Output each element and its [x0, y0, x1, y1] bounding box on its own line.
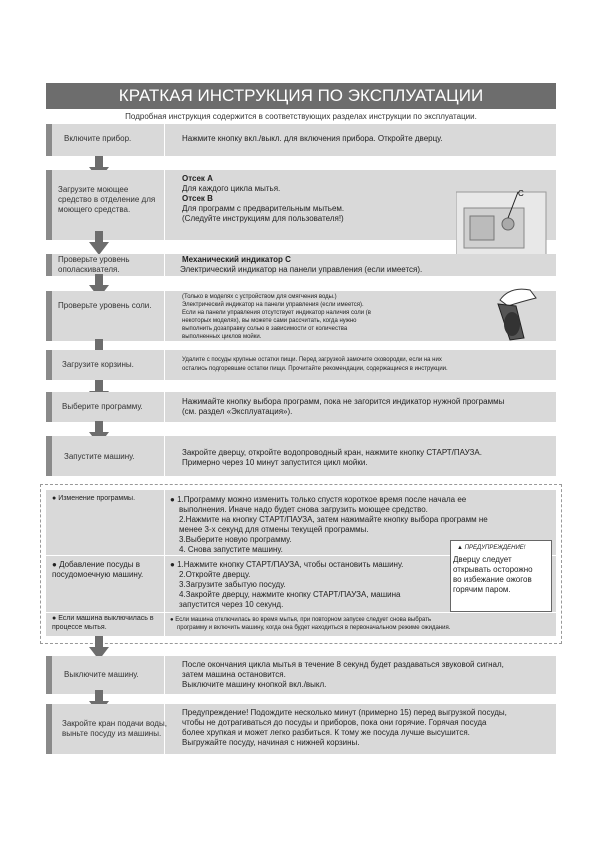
change-program-label: ● Изменение программы. [52, 495, 136, 502]
warning-title [451, 541, 551, 551]
indicator-c-label: C [518, 189, 524, 198]
salt-text-3: Если на панели управления отсутствует индикатор наличия соли (в [182, 310, 371, 316]
warning-icon: ▲ [457, 545, 463, 551]
line: 3.Загрузите забытую посуду. [179, 580, 286, 589]
line: 1.Нажмите кнопку СТАРТ/ПАУЗА, чтобы остановить машину. [177, 560, 404, 569]
load-text-2: остались подгоревшие остатки пищи. Прочитайте рекомендации, содержащиеся в инструкции. [182, 366, 448, 372]
line: Дверцу следует [453, 555, 512, 564]
line: Выключите машину кнопкой вкл./выкл. [182, 680, 327, 689]
compartment-a-text: Для каждого цикла мытья. [182, 184, 281, 193]
step-label: Проверьте уровень соли. [58, 301, 152, 310]
label-text: Добавление посуды в посудомоечную машину. [52, 560, 144, 579]
salt-text-4: некоторых моделях), вы можете сами рассчитать, когда нужно [182, 318, 357, 324]
step-start [46, 436, 556, 476]
line: Выгружайте посуду, начиная с нижней корзины. [182, 738, 360, 747]
line: 4. Снова запустите машину. [179, 545, 283, 554]
step-label: Выключите машину. [64, 670, 139, 679]
line: 2.Нажмите на кнопку СТАРТ/ПАУЗА, затем нажимайте кнопку выбора программ не [179, 515, 488, 524]
step-power-on [46, 124, 556, 156]
compartment-a-title: Отсек А [182, 174, 213, 183]
load-text-1: Удалите с посуды крупные остатки пищи. Перед загрузкой замочите сковородки, если на них [182, 357, 442, 363]
step-label: Загрузите корзины. [62, 360, 134, 369]
line: программу и включить машину, когда она будет находиться в первоначальном режиме ожидания. [177, 625, 451, 631]
warning-title-text: ПРЕДУПРЕЖДЕНИЕ! [464, 545, 526, 551]
power-off-label: ● Если машина выключилась в процессе мытья. [52, 615, 154, 631]
step-rinse-aid [46, 254, 556, 276]
label-text: Если машина выключилась в процессе мытья. [52, 615, 154, 631]
step-unload [46, 704, 556, 754]
warning-text [451, 551, 551, 595]
follow-instructions-text: (Следуйте инструкциям для пользователя!) [182, 214, 344, 223]
line: Предупреждение! Подождите несколько минут (примерно 15) перед выгрузкой посуды, [182, 708, 507, 717]
salt-text-5: выполнить дозаправку солью в зависимости от количества [182, 326, 348, 332]
arrow-down-icon [89, 231, 109, 255]
line: 3.Выберите новую программу. [179, 535, 292, 544]
label-text: Изменение программы. [58, 495, 136, 502]
step-load-baskets [46, 350, 556, 380]
step-label: Загрузите моющее средство в отделение для моющего средства. [58, 185, 156, 214]
page-subtitle: Подробная инструкция содержится в соответствующих разделах инструкции по эксплуатации. [125, 112, 477, 121]
step-label: Закройте кран подачи воды, выньте посуду из машины. [62, 719, 167, 738]
start-text-2: Примерно через 10 минут запустится цикл мойки. [182, 458, 368, 467]
line: запустится через 10 секунд. [179, 600, 284, 609]
compartment-b-text: Для программ с предварительным мытьем. [182, 204, 345, 213]
compartment-b-title: Отсек В [182, 194, 213, 203]
start-text-1: Закройте дверцу, откройте водопроводный кран, нажмите кнопку СТАРТ/ПАУЗА. [182, 448, 482, 457]
dispenser-illustration [456, 188, 550, 264]
line: 2.Откройте дверцу. [179, 570, 251, 579]
step-label: Проверьте уровень ополаскивателя. [58, 255, 130, 274]
select-text-2: (см. раздел «Эксплуатация»). [182, 407, 293, 416]
line: открывать осторожно [453, 565, 533, 574]
step-select-program [46, 392, 556, 422]
line: чтобы не дотрагиваться до посуды и приборов, пока они горячие. Горячая посуда [182, 718, 487, 727]
add-dishes-label: ● Добавление посуды в посудомоечную машину. [52, 560, 144, 579]
select-text-1: Нажимайте кнопку выбора программ, пока не загорится индикатор нужной программы [182, 397, 505, 406]
line: более хрупкая и может легко разбиться. К тому же посуда лучше высушится. [182, 728, 470, 737]
warning-box [450, 540, 552, 612]
electric-indicator-text: Электрический индикатор на панели управления (если имеется). [180, 265, 423, 274]
line: Если машина отключилась во время мытья, при повторном запуске следует снова выбрать [175, 617, 432, 623]
step-power-off [46, 656, 556, 694]
mechanical-indicator-title: Механический индикатор С [182, 255, 291, 264]
line: горячим паром. [453, 585, 511, 594]
line: затем машина остановится. [182, 670, 286, 679]
page-title: КРАТКАЯ ИНСТРУКЦИЯ ПО ЭКСПЛУАТАЦИИ [46, 83, 556, 109]
salt-text-6: выполненных циклов мойки. [182, 334, 262, 340]
step-text: Нажмите кнопку вкл./выкл. для включения прибора. Откройте дверцу. [182, 134, 443, 143]
salt-refill-illustration [490, 280, 550, 344]
step-label: Включите прибор. [64, 134, 132, 143]
line: менее 3-х секунд для отмены текущей программы. [179, 525, 369, 534]
salt-text-2: Электрический индикатор на панели управления (если имеется). [182, 302, 364, 308]
salt-text-1: (Только в моделях с устройством для смягчения воды.) [182, 294, 337, 300]
line: во избежание ожогов [453, 575, 532, 584]
step-label: Выберите программу. [62, 402, 143, 411]
change-program-text: ● 1.Программу можно изменить только спустя короткое время после начала ее выполнения. Иначе надо будет снова загрузить моющее средство. 2.Нажмите на кнопку СТАРТ/ПАУЗА, затем нажимайте кнопку выбора программ не менее 3-х секунд для отмены текущей программы. 3.Выберите новую программу. 4. Снова запустите машину. [170, 495, 488, 554]
line: 1.Программу можно изменить только спустя короткое время после начала ее [177, 495, 467, 504]
line: После окончания цикла мытья в течение 8 секунд будет раздаваться звуковой сигнал, [182, 660, 504, 669]
divider-2 [46, 612, 556, 613]
line: 4.Закройте дверцу, нажмите кнопку СТАРТ/ПАУЗА, машина [179, 590, 401, 599]
step-salt [46, 291, 556, 341]
line: выполнения. Иначе надо будет снова загрузить моющее средство. [179, 505, 428, 514]
step-label: Запустите машину. [64, 452, 135, 461]
additional-sep [164, 490, 165, 636]
add-dishes-text: ● 1.Нажмите кнопку СТАРТ/ПАУЗА, чтобы остановить машину. 2.Откройте дверцу. 3.Загрузите забытую посуду. 4.Закройте дверцу, нажмите кнопку СТАРТ/ПАУЗА, машина запустится через 10 секунд. [170, 560, 404, 609]
power-off-text: ● Если машина отключилась во время мытья, при повторном запуске следует снова выбрать программу и включить машину, когда она будет находиться в первоначальном режиме ожидания. [170, 617, 451, 631]
